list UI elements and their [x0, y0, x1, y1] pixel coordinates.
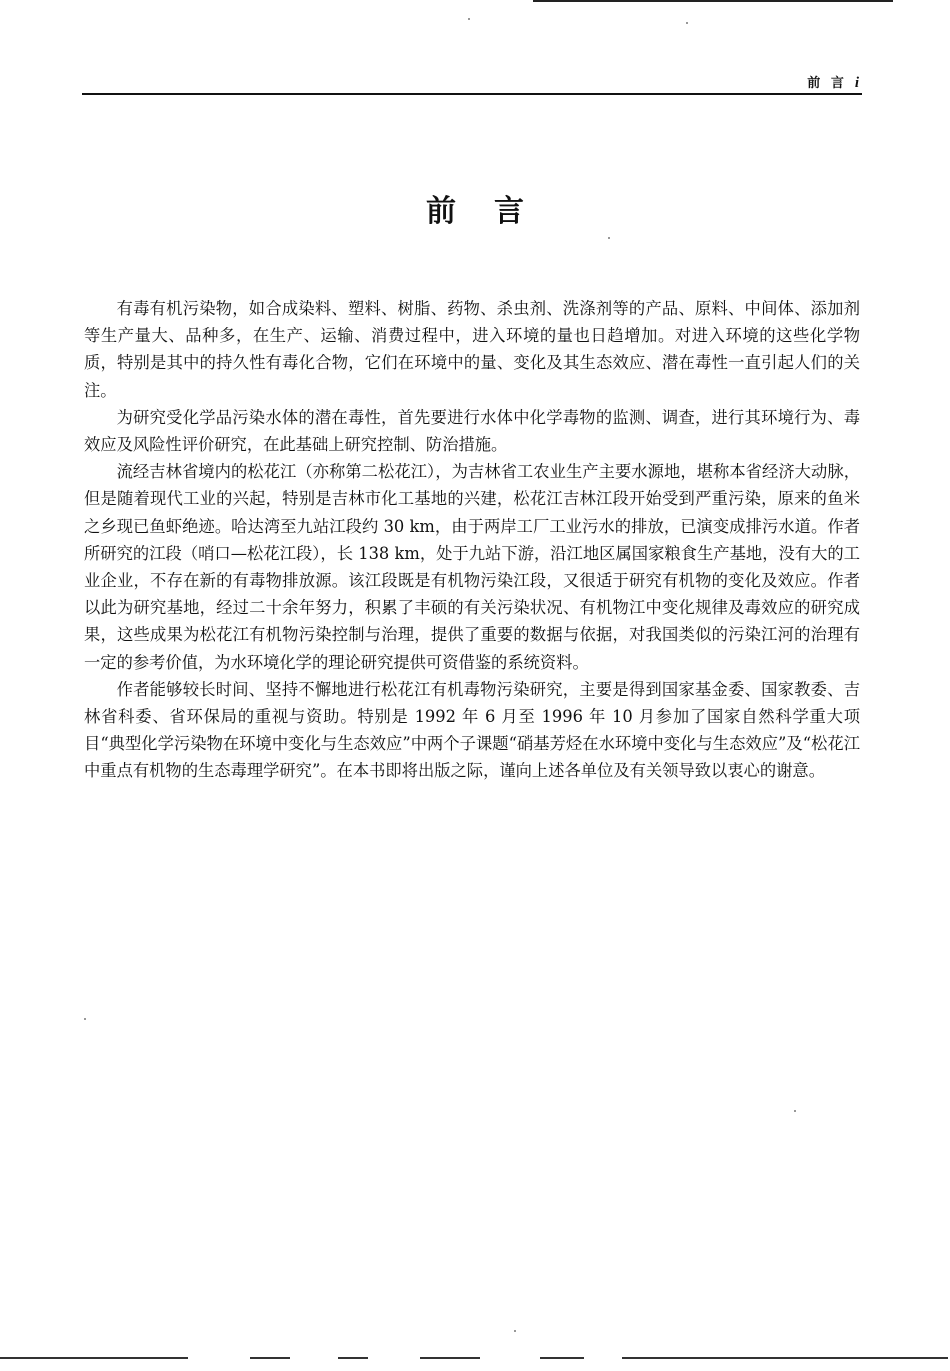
running-head — [807, 72, 862, 92]
running-head-title: 前 言 — [807, 76, 847, 91]
paragraph-2: 为研究受化学品污染水体的潜在毒性，首先要进行水体中化学毒物的监测、调查，进行其环境行为、毒效应及风险性评价研究，在此基础上研究控制、防治措施。 — [84, 407, 860, 455]
paragraph-4: 作者能够较长时间、坚持不懈地进行松花江有机毒物污染研究，主要是得到国家基金委、国家教委、吉林省科委、省环保局的重视与资助。特别是 1992 年 6 月至 1996 年 10 月参加了国家自然科学重大项目“典型化学污染物在环境中变化与生态效应”中两个子课题“硝基芳烃在水环境中变化与生态效应”及“松花江中重点有机物的生态毒理学研究”。在本书即将出版之际，谨向上述各单位及有关领导致以衷心的谢意。 — [84, 679, 860, 781]
paragraph-3: 流经吉林省境内的松花江（亦称第二松花江），为吉林省工农业生产主要水源地，堪称本省经济大动脉，但是随着现代工业的兴起，特别是吉林市化工基地的兴建，松花江吉林江段开始受到严重污染，原来的鱼米之乡现已鱼虾绝迹。哈达湾至九站江段约 30 km，由于两岸工厂工业污水的排放，已演变成排污水道。作者所研究的江段（哨口—松花江段），长 138 km，处于九站下游，沿江地区属国家粮食生产基地，没有大的工业企业，不存在新的有毒物排放源。该江段既是有机物污染江段，又很适于研究有机物的变化及效应。作者以此为研究基地，经过二十余年努力，积累了丰硕的有关污染状况、有机物江中变化规律及毒效应的研究成果，这些成果为松花江有机物污染控制与治理，提供了重要的数据与依据，对我国类似的污染江河的治理有一定的参考价值，为水环境化学的理论研究提供可资借鉴的系统资料。 — [84, 462, 860, 672]
preface-body — [84, 295, 860, 785]
header-rule — [82, 93, 862, 95]
top-edge-rule — [533, 0, 893, 2]
scan-speck — [514, 1330, 516, 1332]
scan-speck — [686, 22, 688, 24]
scan-speck — [794, 1110, 796, 1112]
bottom-edge-rules — [0, 1357, 950, 1359]
scan-speck — [84, 1018, 86, 1020]
page-title: 前言 — [426, 194, 562, 229]
paragraph-1: 有毒有机污染物，如合成染料、塑料、树脂、药物、杀虫剂、洗涤剂等的产品、原料、中间体、添加剂等生产量大、品种多，在生产、运输、消费过程中，进入环境的量也日趋增加。对进入环境的这些化学物质，特别是其中的持久性有毒化合物，它们在环境中的量、变化及其生态效应、潜在毒性一直引起人们的关注。 — [84, 299, 860, 400]
page-number: i — [854, 75, 862, 91]
scan-speck — [608, 237, 610, 239]
scan-speck — [468, 18, 470, 20]
